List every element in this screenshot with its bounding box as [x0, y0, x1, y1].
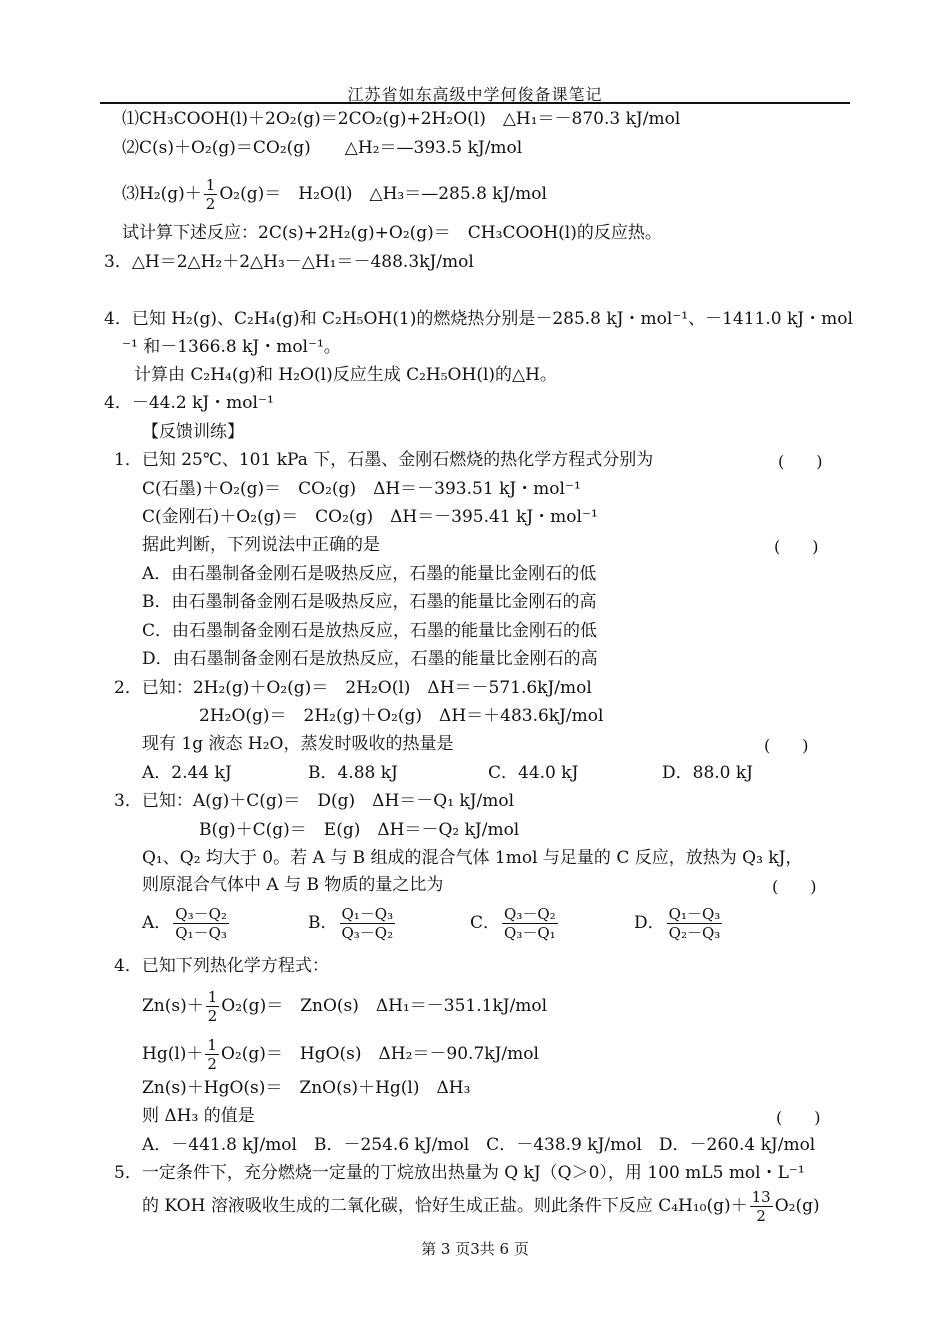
- page-footer: 第 3 页3共 6 页: [421, 1240, 529, 1258]
- problem-4-line-3: 计算由 C₂H₄(g)和 H₂O(l)反应生成 C₂H₅OH(l)的△H。: [134, 365, 557, 385]
- q1-option-b: B．由石墨制备金刚石是吸热反应，石墨的能量比金刚石的高: [142, 592, 597, 612]
- q1-ask: 据此判断，下列说法中正确的是: [142, 535, 380, 555]
- fraction-half: $\frac{1}{2}$: [207, 1036, 217, 1073]
- q3-eq-2: B(g)＋C(g)＝ E(g) ΔH＝－Q₂ kJ/mol: [199, 820, 520, 840]
- q3-line-4: 则原混合气体中 A 与 B 物质的量之比为: [142, 875, 444, 895]
- q3-option-c-fraction: $\frac{\text{Q₃－Q₂}}{\text{Q₃－Q₁}}$: [504, 905, 556, 942]
- q1-option-a: A．由石墨制备金刚石是吸热反应，石墨的能量比金刚石的低: [142, 564, 597, 584]
- q1-eq-1: C(石墨)＋O₂(g)＝ CO₂(g) ΔH＝－393.51 kJ・mol⁻¹: [142, 479, 581, 499]
- q4-options: A．－441.8 kJ/mol B．－254.6 kJ/mol C．－438.9 kJ/mol D．－260.4 kJ/mol: [142, 1135, 816, 1155]
- q3-option-b: B． $\frac{\text{Q₁－Q₃}}{\text{Q₃－Q₂}}$: [308, 905, 394, 942]
- equation-1: ⑴CH₃COOH(l)＋2O₂(g)＝2CO₂(g)+2H₂O(l) △H₁＝－870.3 kJ/mol: [122, 109, 681, 129]
- q4-eq-2: Hg(l)＋ $\frac{1}{2}$ O₂(g)＝ HgO(s) ΔH₂＝－90.7kJ/mol: [142, 1036, 539, 1073]
- header-rule: [100, 102, 850, 104]
- q5-line-2: 的 KOH 溶液吸收生成的二氧化碳，恰好生成正盐。则此条件下反应 C₄H₁₀(g)＋ $\frac{13}{2}$ O₂(g): [142, 1188, 820, 1225]
- q1-stem: 1．已知 25℃、101 kPa 下，石墨、金刚石燃烧的热化学方程式分别为: [114, 450, 654, 470]
- equation-3: [122, 176, 547, 213]
- q5-line-1: 5．一定条件下，充分燃烧一定量的丁烷放出热量为 Q kJ（Q＞0），用 100 mL5 mol・L⁻¹: [114, 1163, 805, 1183]
- q2-eq-1: 2．已知：2H₂(g)＋O₂(g)＝ 2H₂O(l) ΔH＝－571.6kJ/mol: [114, 678, 592, 698]
- answer-4: 4．－44.2 kJ・mol⁻¹: [104, 393, 274, 413]
- q3-option-b-fraction: $\frac{\text{Q₁－Q₃}}{\text{Q₃－Q₂}}$: [341, 905, 394, 942]
- q3-option-c: C． $\frac{\text{Q₃－Q₂}}{\text{Q₃－Q₁}}$: [470, 905, 556, 942]
- q3-answer-paren: ( ): [772, 877, 817, 896]
- q4-eq-3: Zn(s)＋HgO(s)＝ ZnO(s)＋Hg(l) ΔH₃: [142, 1078, 471, 1098]
- q3-line-3: Q₁、Q₂ 均大于 0。若 A 与 B 组成的混合气体 1mol 与足量的 C 反应，放热为 Q₃ kJ，: [142, 848, 803, 868]
- q4-stem: 4．已知下列热化学方程式：: [114, 956, 329, 976]
- q2-eq-2: 2H₂O(g)＝ 2H₂(g)＋O₂(g) ΔH＝＋483.6kJ/mol: [199, 706, 604, 726]
- equation-3-right: O₂(g)＝ H₂O(l) △H₃＝—285.8 kJ/mol: [219, 184, 547, 204]
- q1-answer-paren-2: ( ): [774, 537, 819, 556]
- problem-4-line-2: ⁻¹ 和－1366.8 kJ・mol⁻¹。: [122, 337, 341, 357]
- equation-3-left: ⑶H₂(g)＋: [122, 184, 202, 204]
- fraction-half: $\frac{1}{2}$: [207, 988, 218, 1025]
- q2-option-b: B．4.88 kJ: [308, 763, 398, 783]
- equation-2: ⑵C(s)＋O₂(g)＝CO₂(g) △H₂＝—393.5 kJ/mol: [122, 138, 523, 158]
- fraction-thirteen-halves: $\frac{13}{2}$: [751, 1188, 771, 1225]
- q4-answer-paren: ( ): [776, 1108, 821, 1127]
- q2-option-a: A．2.44 kJ: [142, 763, 232, 783]
- q4-eq-1: Zn(s)＋ $\frac{1}{2}$ O₂(g)＝ ZnO(s) ΔH₁＝－351.1kJ/mol: [142, 988, 548, 1025]
- q3-option-a-fraction: $\frac{\text{Q₃－Q₂}}{\text{Q₁－Q₃}}$: [175, 905, 227, 942]
- fraction-half: $\frac{1}{2}$: [205, 176, 216, 213]
- q1-eq-2: C(金刚石)＋O₂(g)＝ CO₂(g) ΔH＝－395.41 kJ・mol⁻¹: [142, 507, 598, 527]
- page-header: 江苏省如东高级中学何俊备课笔记: [347, 85, 603, 104]
- problem-4-line-1: 4．已知 H₂(g)、C₂H₄(g)和 C₂H₅OH(1)的燃烧热分别是－285.8 kJ・mol⁻¹、－1411.0 kJ・mol: [104, 309, 853, 329]
- q3-eq-1: 3．已知：A(g)＋C(g)＝ D(g) ΔH＝－Q₁ kJ/mol: [114, 791, 515, 811]
- q1-option-c: C．由石墨制备金刚石是放热反应，石墨的能量比金刚石的低: [142, 621, 598, 641]
- question-text: 试计算下述反应：2C(s)+2H₂(g)+O₂(g)＝ CH₃COOH(l)的反应热。: [122, 223, 662, 243]
- q1-option-d: D．由石墨制备金刚石是放热反应，石墨的能量比金刚石的高: [142, 649, 598, 669]
- q2-answer-paren: ( ): [764, 736, 809, 755]
- answer-3: 3．△H＝2△H₂＋2△H₃－△H₁＝－488.3kJ/mol: [104, 252, 474, 272]
- q3-option-d: D． $\frac{\text{Q₁－Q₃}}{\text{Q₂－Q₃}}$: [634, 905, 721, 942]
- q4-ask: 则 ΔH₃ 的值是: [142, 1106, 255, 1126]
- q2-option-d: D．88.0 kJ: [662, 763, 754, 783]
- feedback-heading: 【反馈训练】: [142, 422, 244, 442]
- q3-option-a: A． $\frac{\text{Q₃－Q₂}}{\text{Q₁－Q₃}}$: [142, 905, 227, 942]
- q2-option-c: C．44.0 kJ: [488, 763, 579, 783]
- q1-answer-paren: ( ): [778, 452, 823, 471]
- q2-ask: 现有 1g 液态 H₂O，蒸发时吸收的热量是: [142, 734, 454, 754]
- q3-option-d-fraction: $\frac{\text{Q₁－Q₃}}{\text{Q₂－Q₃}}$: [668, 905, 721, 942]
